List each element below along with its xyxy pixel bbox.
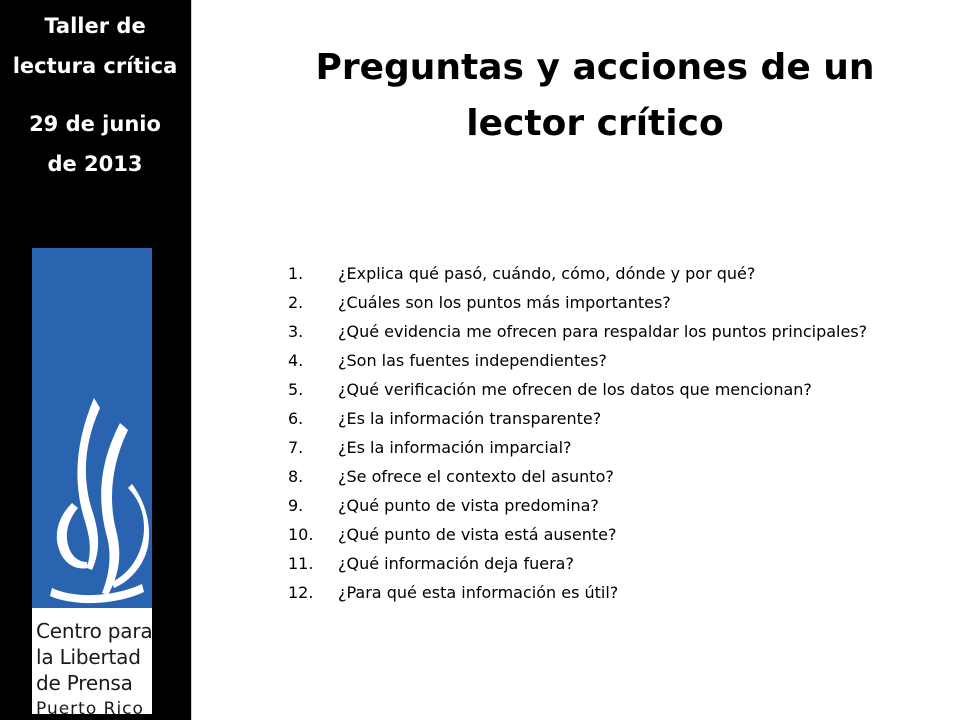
list-item — [288, 462, 948, 491]
list-item-number: 10. — [288, 525, 314, 544]
list-item-number: 1. — [288, 264, 304, 283]
questions-list — [288, 259, 948, 607]
list-item — [288, 520, 948, 549]
logo-line-3: de Prensa — [36, 671, 133, 695]
list-item — [288, 259, 948, 288]
list-item-text: ¿Cuáles son los puntos más importantes? — [338, 293, 671, 312]
slide-title-line-1: Preguntas y acciones de un — [315, 47, 875, 88]
list-item-text: ¿Qué punto de vista está ausente? — [338, 525, 617, 544]
list-item-number: 5. — [288, 380, 304, 399]
sidebar-line-4: de 2013 — [47, 152, 143, 176]
list-item — [288, 288, 948, 317]
list-item — [288, 346, 948, 375]
organization-logo — [32, 248, 153, 719]
list-item-number: 4. — [288, 351, 304, 370]
list-item-text: ¿Qué verificación me ofrecen de los datos que mencionan? — [338, 380, 812, 399]
flame-logo-icon — [32, 248, 152, 608]
sidebar-line-2: lectura crítica — [12, 54, 178, 78]
list-item-number: 8. — [288, 467, 304, 486]
logo-line-1: Centro para — [36, 619, 153, 643]
list-item-number: 12. — [288, 583, 314, 602]
list-item — [288, 375, 948, 404]
slide-title — [235, 40, 955, 152]
list-item-text: ¿Qué punto de vista predomina? — [338, 496, 599, 515]
list-item-text: ¿Qué evidencia me ofrecen para respaldar los puntos principales? — [338, 322, 868, 341]
list-item — [288, 404, 948, 433]
list-item-number: 7. — [288, 438, 304, 457]
logo-text — [36, 618, 152, 722]
list-item-text: ¿Para qué esta información es útil? — [338, 583, 619, 602]
list-item — [288, 578, 948, 607]
list-item — [288, 549, 948, 578]
list-item-number: 6. — [288, 409, 304, 428]
list-item-text: ¿Explica qué pasó, cuándo, cómo, dónde y por qué? — [338, 264, 756, 283]
logo-line-2: la Libertad — [36, 645, 141, 669]
logo-line-4: Puerto Rico — [36, 699, 144, 719]
list-item — [288, 317, 948, 346]
sidebar-line-1: Taller de — [44, 14, 146, 38]
list-item-number: 2. — [288, 293, 304, 312]
list-item-number: 3. — [288, 322, 304, 341]
list-item-text: ¿Se ofrece el contexto del asunto? — [338, 467, 614, 486]
list-item-number: 11. — [288, 554, 314, 573]
sidebar-text — [0, 6, 190, 184]
list-item — [288, 433, 948, 462]
list-item-text: ¿Es la información transparente? — [338, 409, 602, 428]
sidebar-line-3: 29 de junio — [29, 112, 161, 136]
slide-title-line-2: lector crítico — [466, 103, 724, 144]
list-item-text: ¿Son las fuentes independientes? — [338, 351, 607, 370]
list-item-number: 9. — [288, 496, 304, 515]
list-item-text: ¿Es la información imparcial? — [338, 438, 572, 457]
sidebar — [0, 0, 192, 720]
list-item-text: ¿Qué información deja fuera? — [338, 554, 574, 573]
list-item — [288, 491, 948, 520]
